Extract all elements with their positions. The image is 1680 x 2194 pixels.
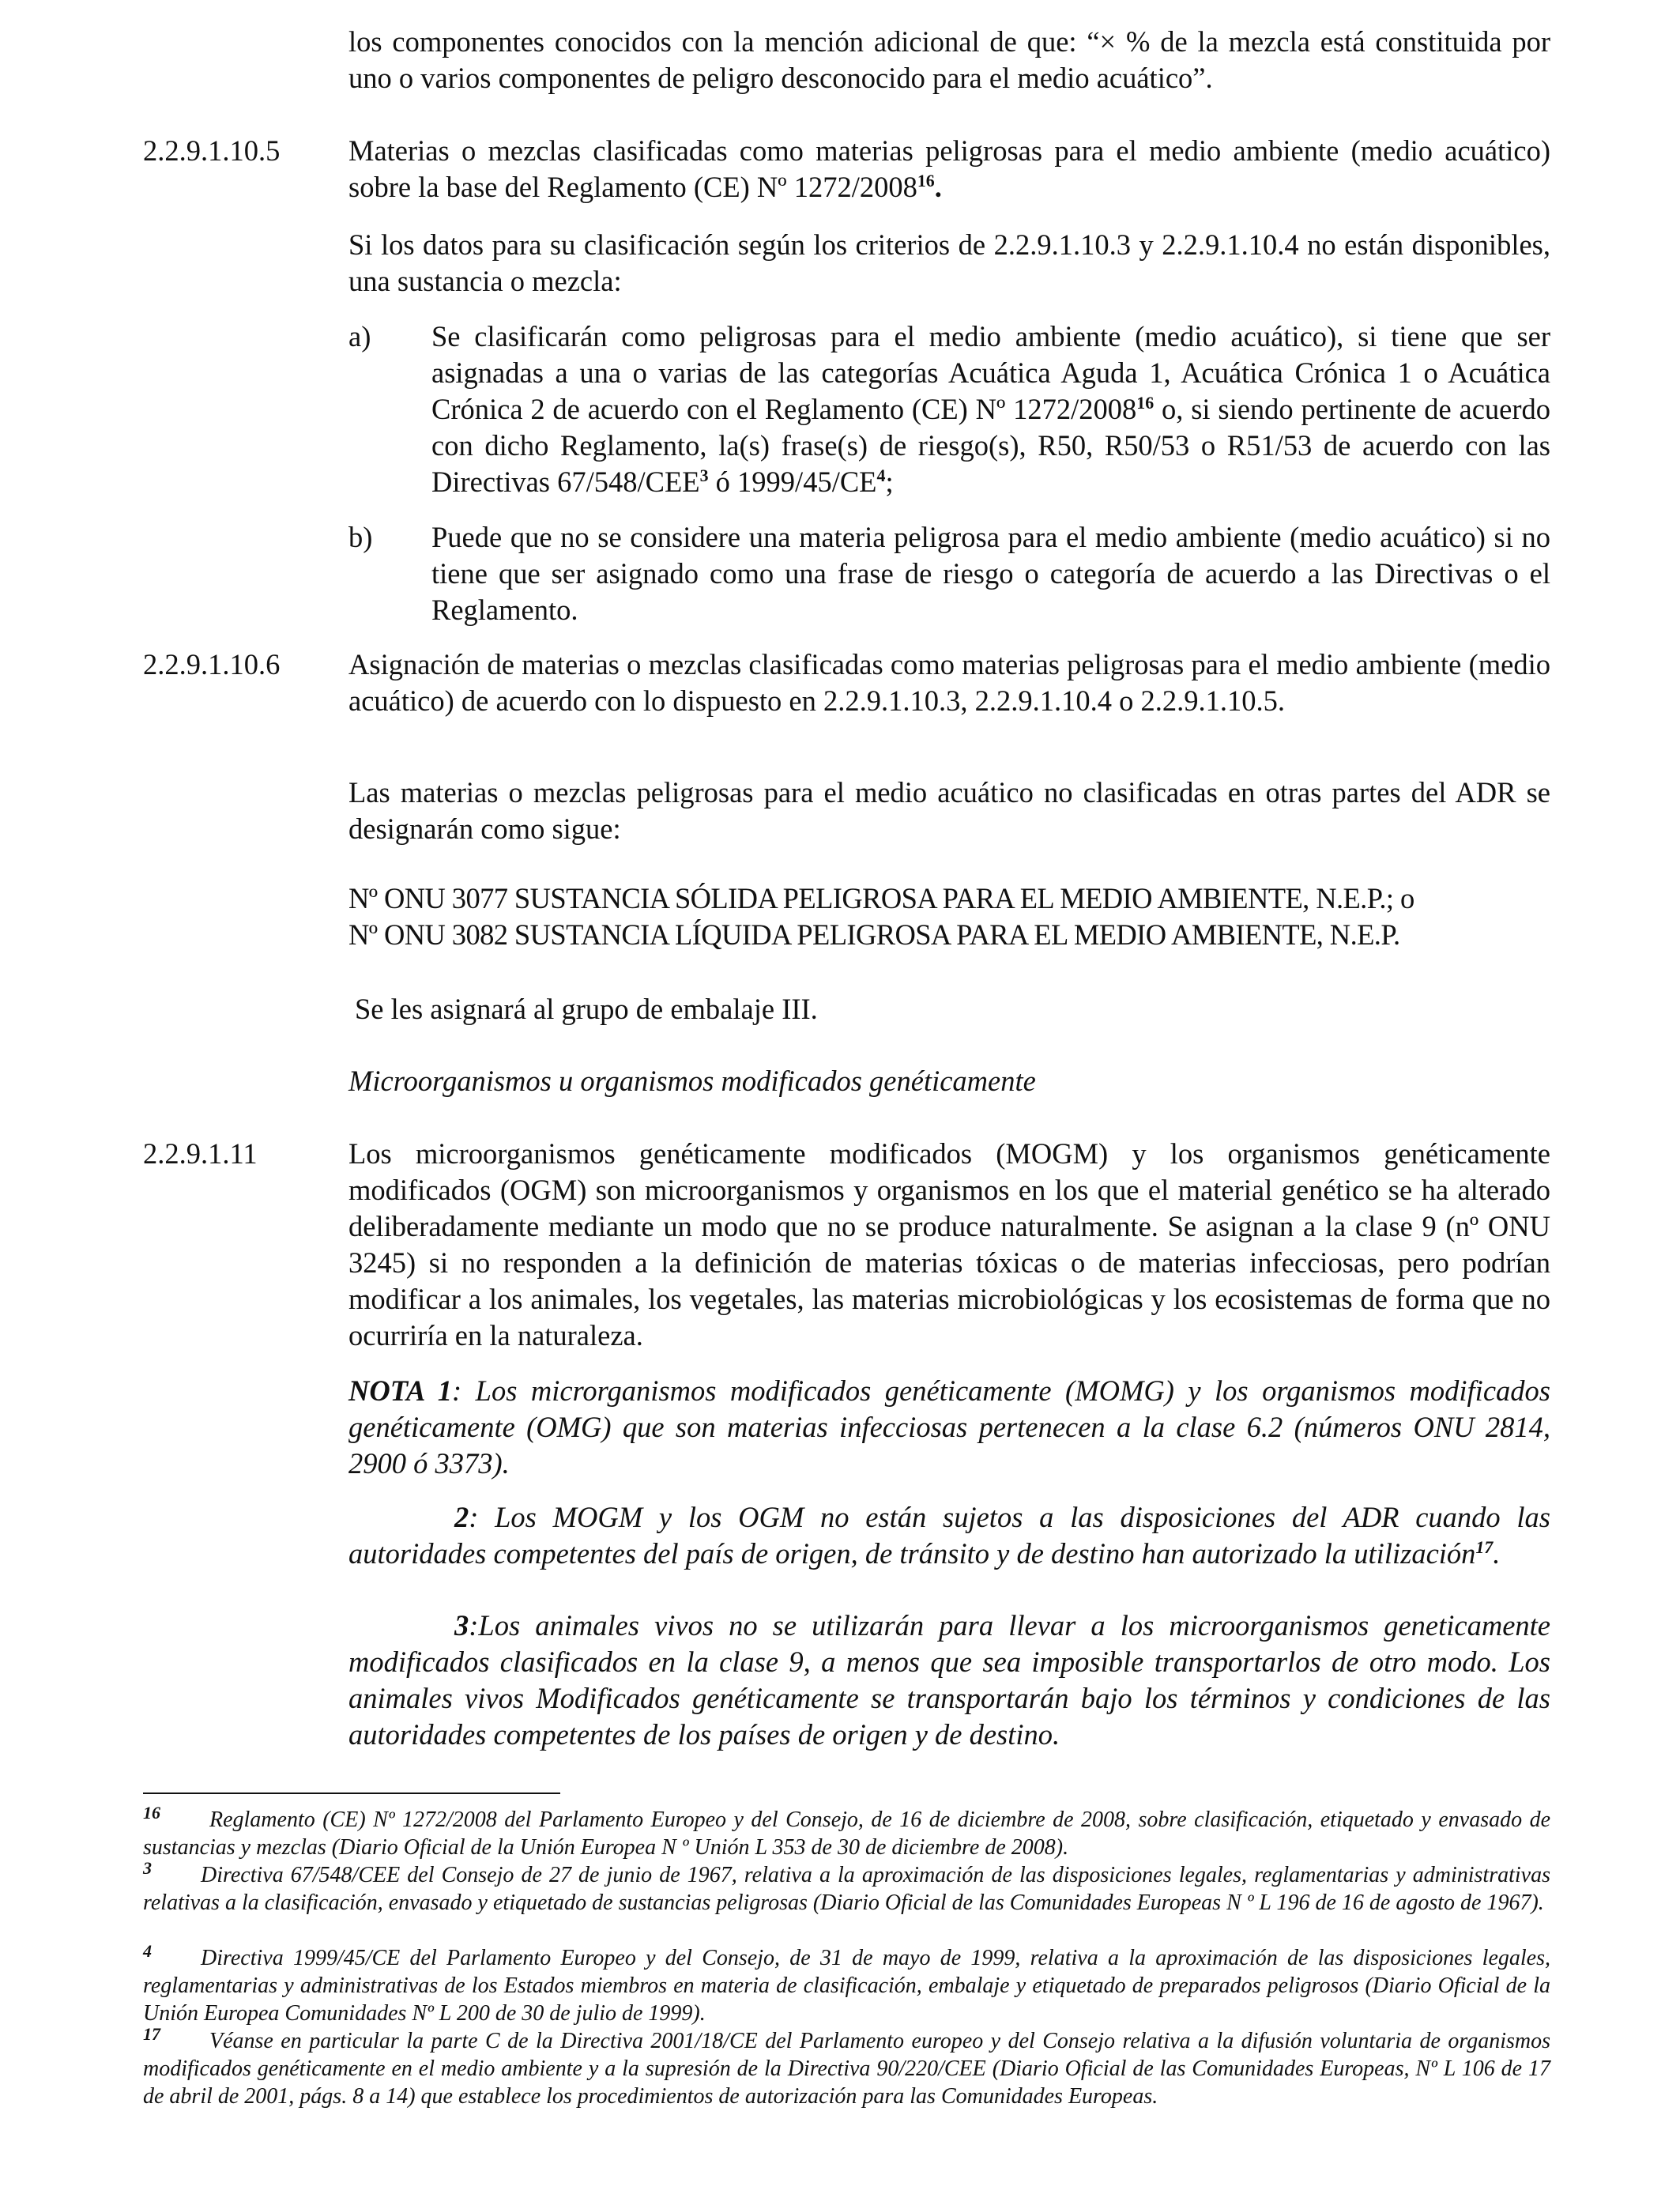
continuation-paragraph: los componentes conocidos con la mención adicional de que: “× % de la mezcla está constituida por uno o varios componentes de peligro desconocido para el medio acuático”. bbox=[348, 25, 1550, 94]
section-number: 2.2.9.1.10.5 bbox=[143, 134, 281, 167]
list-item-a-text-3: ó 1999/45/CE bbox=[708, 466, 877, 498]
footnote-mark: 4 bbox=[143, 1940, 152, 1961]
section-number: 2.2.9.1.11 bbox=[143, 1137, 258, 1170]
note-2-end: . bbox=[1493, 1537, 1501, 1570]
note-2-text: : Los MOGM y los OGM no están sujetos a las disposiciones del ADR cuando las autoridades competentes del país de origen, de tránsito y de destino han autorizado la utilización bbox=[348, 1501, 1550, 1570]
footnote-text: Directiva 67/548/CEE del Consejo de 27 de junio de 1967, relativa a la aproximación de las disposiciones legales, reglamentarias y administrativas relativas a la clasificación, envasado y etiquetado de sustancias peligrosas (Diario Oficial de las Comunidades Europeas N º L 196 de 16 de agosto de 1967). bbox=[143, 1863, 1550, 1915]
footnote-3 bbox=[143, 1857, 1550, 1917]
footnote-4 bbox=[143, 1940, 1550, 2027]
footnote-mark: 16 bbox=[143, 1802, 160, 1823]
note-2-label: 2 bbox=[454, 1501, 469, 1533]
note-1 bbox=[348, 1373, 1550, 1482]
subsection-heading: Microorganismos u organismos modificados genéticamente bbox=[348, 1065, 1036, 1097]
note-1-label: NOTA 1 bbox=[348, 1374, 453, 1407]
footnote-text: Véanse en particular la parte C de la Directiva 2001/18/CE del Parlamento europeo y del Consejo relativa a la difusión voluntaria de organismos modificados genéticamente en el medio ambiente y a la supresión de la Directiva 90/220/CEE (Diario Oficial de las Comunidades Europeas, Nº L 106 de 17 de abril de 2001, págs. 8 a 14) que establece los procedimientos de autorización para las Comunidades Europeas. bbox=[143, 2029, 1550, 2109]
section-title: Asignación de materias o mezclas clasificadas como materias peligrosas para el medio ambiente (medio acuático) de acuerdo con lo dispuesto en 2.2.9.1.10.3, 2.2.9.1.10.4 o 2.2.9.1.10.5. bbox=[348, 648, 1550, 717]
footnote-ref: 16 bbox=[1136, 392, 1155, 413]
list-item-b: Puede que no se considere una materia peligrosa para el medio ambiente (medio acuático) si no tiene que ser asignado como una frase de riesgo o categoría de acuerdo a las Directivas o el Reglamento. bbox=[431, 521, 1550, 626]
packing-group-text: Se les asignará al grupo de embalaje III. bbox=[355, 993, 818, 1025]
note-3-label: 3 bbox=[454, 1609, 469, 1642]
section-title-end: . bbox=[934, 171, 942, 203]
list-item-a bbox=[431, 319, 1550, 500]
section-title-text: Materias o mezclas clasificadas como materias peligrosas para el medio ambiente (medio acuático) sobre la base del Reglamento (CE) Nº 1272/2008 bbox=[348, 134, 1550, 203]
note-3 bbox=[348, 1608, 1550, 1753]
note-1-text: : Los microrganismos modificados genéticamente (MOMG) y los organismos modificados genéticamente (OMG) que son materias infecciosas pertenecen a la clase 6.2 (números ONU 2814, 2900 ó 3373). bbox=[348, 1374, 1550, 1480]
list-item-a-text-4: ; bbox=[885, 466, 894, 498]
footnote-ref: 17 bbox=[1475, 1536, 1494, 1557]
un-designation-3082: Nº ONU 3082 SUSTANCIA LÍQUIDA PELIGROSA PARA EL MEDIO AMBIENTE, N.E.P. bbox=[348, 918, 1400, 951]
note-2 bbox=[348, 1499, 1550, 1572]
section-paragraph: Los microorganismos genéticamente modificados (MOGM) y los organismos genéticamente modificados (OGM) son microorganismos y organismos en los que el material genético se ha alterado deliberadamente mediante un modo que no se produce naturalmente. Se asignan a la clase 9 (nº ONU 3245) si no responden a la definición de materias tóxicas o de materias infecciosas, pero podrían modificar a los animales, los vegetales, las materias microbiológicas y los ecosistemas de forma que no ocurriría en la naturaleza. bbox=[348, 1137, 1550, 1351]
section-number: 2.2.9.1.10.6 bbox=[143, 648, 281, 680]
list-item-a-text-1: Se clasificarán como peligrosas para el medio ambiente (medio acuático), si tiene que ser asignadas a una o varias de las categorías Acuática Aguda 1, Acuática Crónica 1 o Acuática Crónica 2 de acuerdo con el Reglamento (CE) Nº 1272/2008 bbox=[431, 320, 1550, 425]
footnote-16 bbox=[143, 1802, 1550, 1861]
list-label-a: a) bbox=[348, 320, 371, 352]
note-3-text: :Los animales vivos no se utilizarán para llevar a los microorganismos geneticamente modificados clasificados en la clase 9, a menos que sea imposible transportarlos de otro modo. Los animales vivos Modificados genéticamente se transportarán bajo los términos y condiciones de las autoridades competentes de los países de origen y de destino. bbox=[348, 1609, 1550, 1751]
footnote-17 bbox=[143, 2023, 1550, 2110]
section-title bbox=[348, 133, 1550, 205]
list-label-b: b) bbox=[348, 521, 373, 553]
footnote-text: Directiva 1999/45/CE del Parlamento Europeo y del Consejo, de 31 de mayo de 1999, relativa a la aproximación de las disposiciones legales, reglamentarias y administrativas de los Estados miembros en materia de clasificación, embalaje y etiquetado de preparados peligrosos (Diario Oficial de la Unión Europea Comunidades Nº L 200 de 30 de julio de 1999). bbox=[143, 1946, 1550, 2026]
footnote-ref: 16 bbox=[917, 170, 935, 190]
list-item-a-text-2: o, si siendo pertinente de acuerdo con dicho Reglamento, la(s) frase(s) de riesgo(s), R50, R50/53 o R51/53 de acuerdo con las Directivas 67/548/CEE bbox=[431, 393, 1550, 498]
footnote-ref: 4 bbox=[876, 465, 886, 485]
footnote-mark: 3 bbox=[143, 1857, 152, 1878]
section-intro: Las materias o mezclas peligrosas para el medio acuático no clasificadas en otras partes del ADR se designarán como sigue: bbox=[348, 776, 1550, 845]
footnote-ref: 3 bbox=[699, 465, 709, 485]
footnote-text: Reglamento (CE) Nº 1272/2008 del Parlamento Europeo y del Consejo, de 16 de diciembre de 2008, sobre clasificación, etiquetado y envasado de sustancias y mezclas (Diario Oficial de la Unión Europea N º Unión L 353 de 30 de diciembre de 2008). bbox=[143, 1808, 1550, 1860]
section-intro: Si los datos para su clasificación según los criterios de 2.2.9.1.10.3 y 2.2.9.1.10.4 no están disponibles, una sustancia o mezcla: bbox=[348, 228, 1550, 297]
footnote-separator bbox=[143, 1793, 560, 1794]
footnote-mark: 17 bbox=[143, 2023, 160, 2044]
un-designation-3077: Nº ONU 3077 SUSTANCIA SÓLIDA PELIGROSA PARA EL MEDIO AMBIENTE, N.E.P.; o bbox=[348, 882, 1414, 914]
